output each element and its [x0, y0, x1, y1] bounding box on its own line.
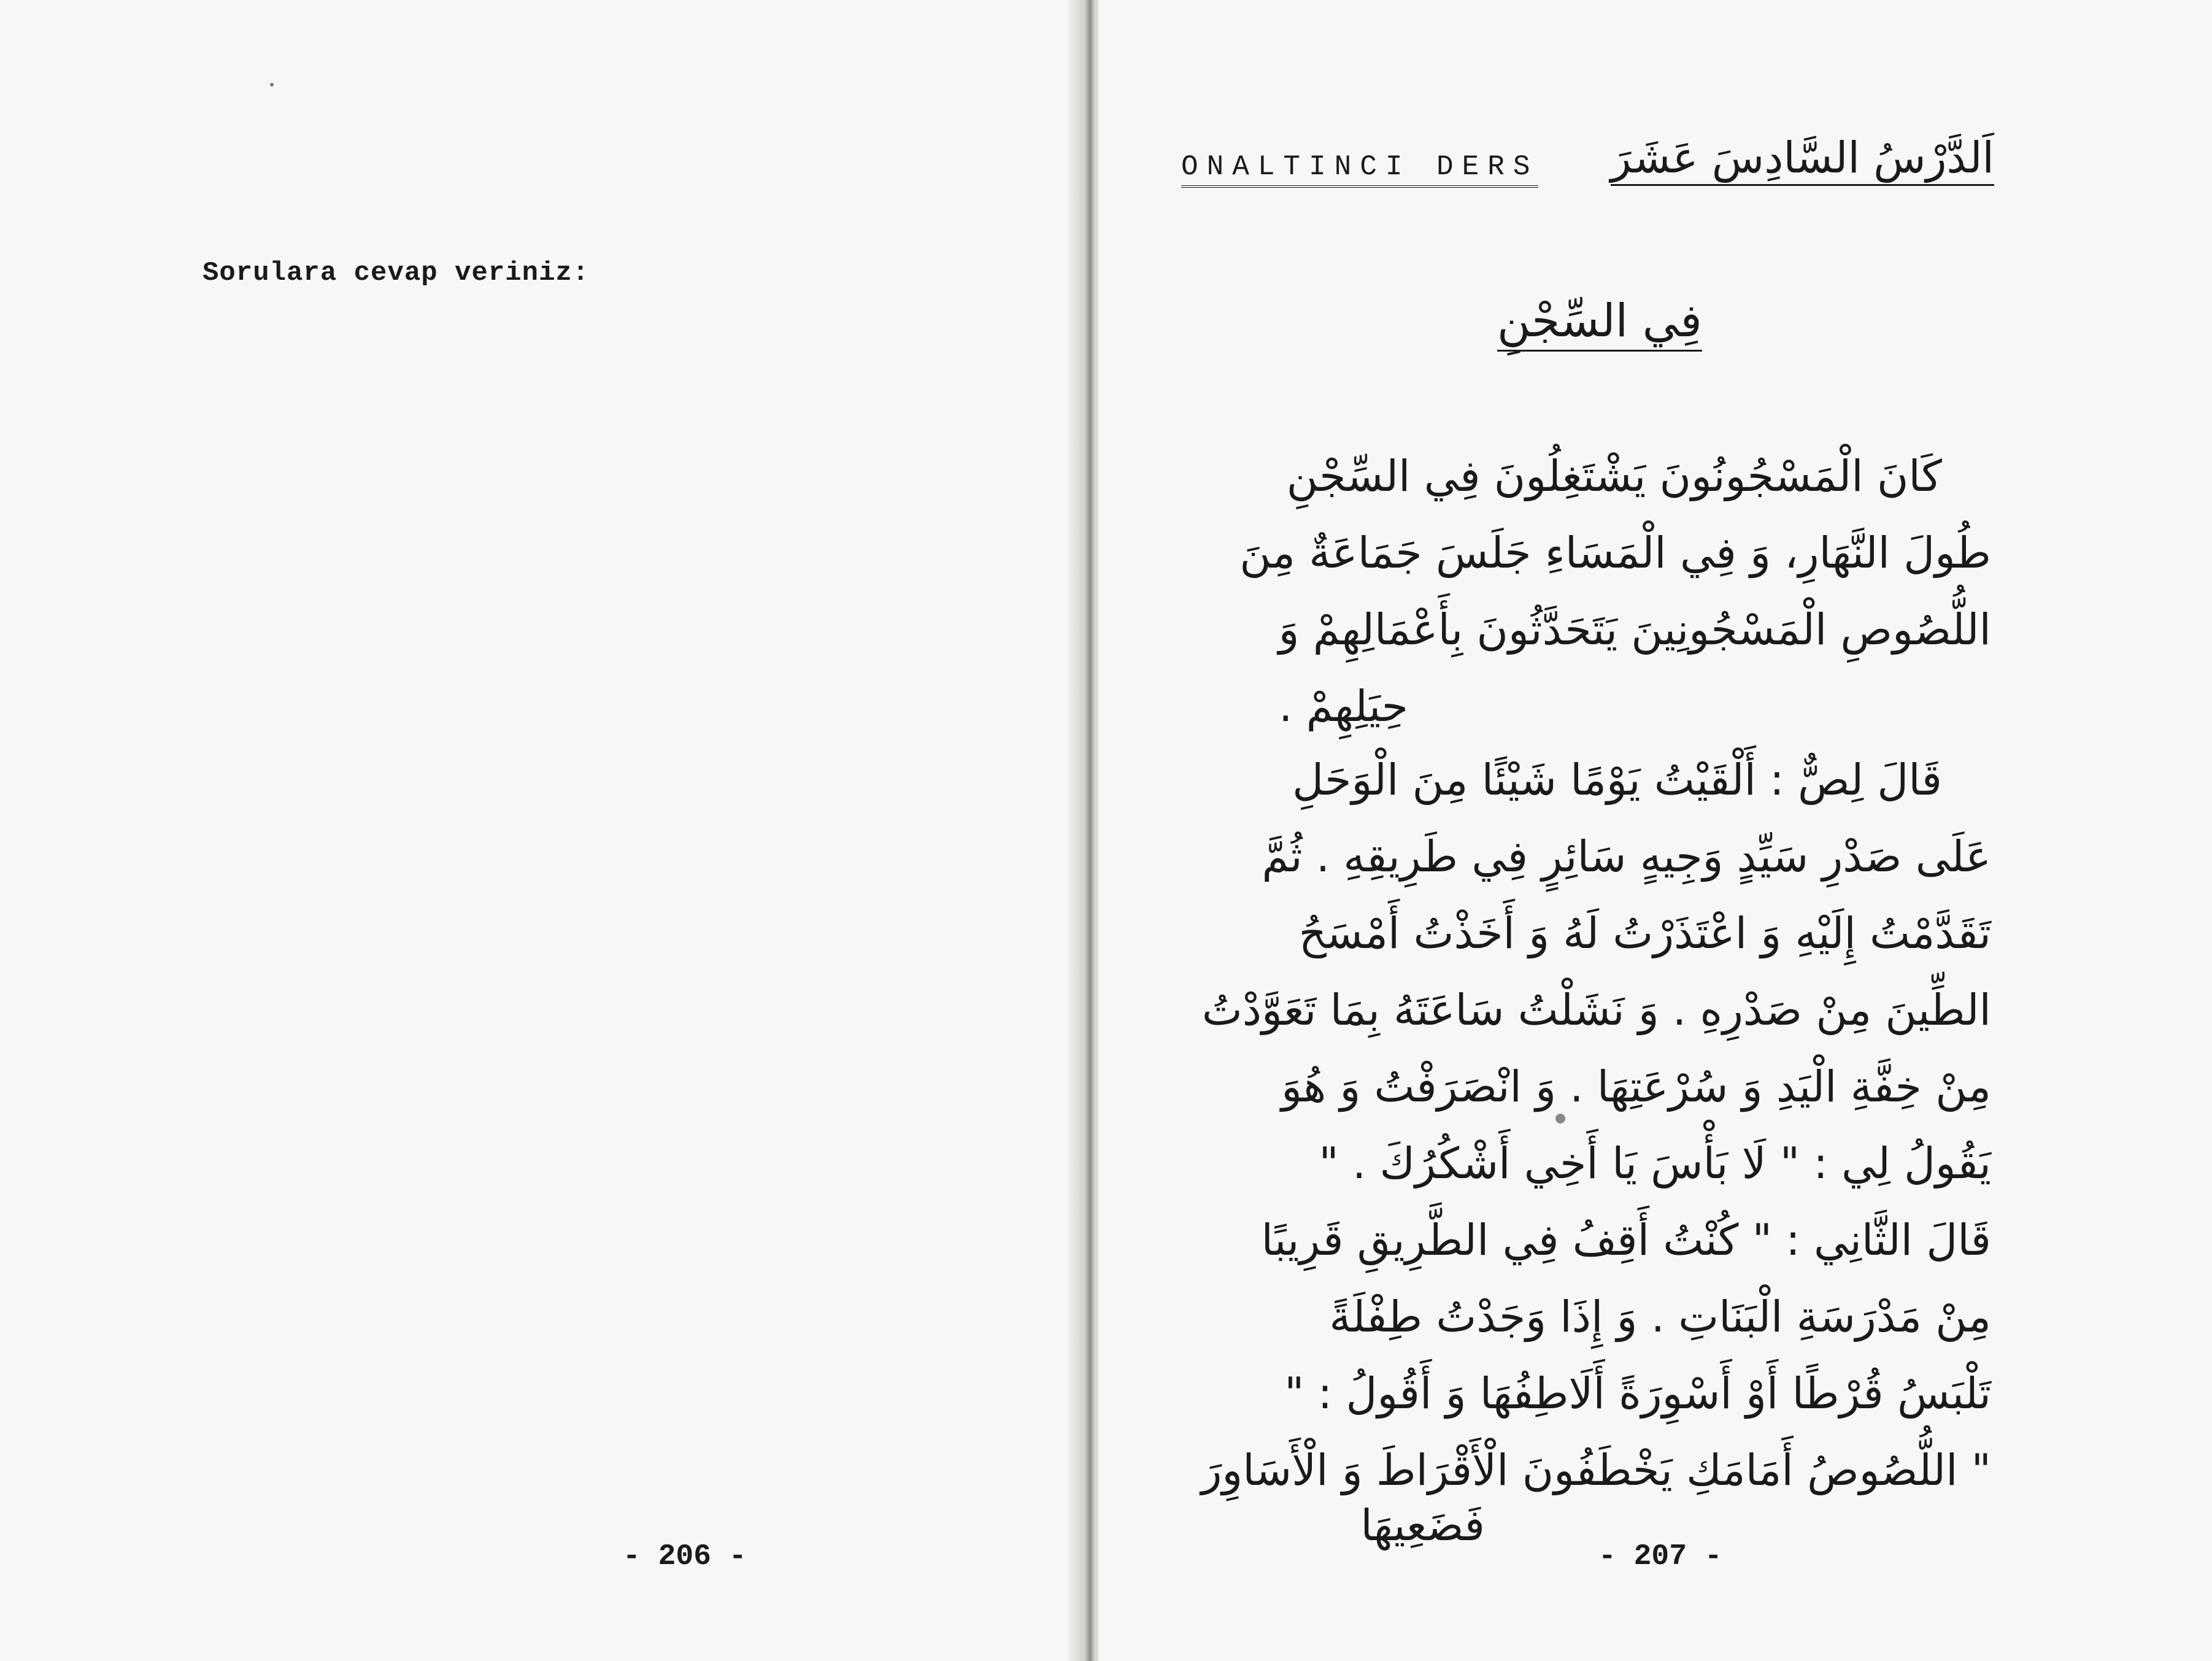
paragraph-line: تَقَدَّمْتُ إِلَيْهِ وَ اعْتَذَرْتُ لَهُ وَ أَخَذْتُ أَمْسَحُ — [1298, 908, 1991, 958]
paragraph-line: " اللُّصُوصُ أَمَامَكِ يَخْطَفُونَ الْأَقْرَاطَ وَ الْأَسَاوِرَ — [1201, 1445, 1991, 1495]
paragraph-line: طُولَ النَّهَارِ، وَ فِي الْمَسَاءِ جَلَسَ جَمَاعَةٌ مِنَ — [1239, 528, 1991, 578]
paragraph-line: الطِّينَ مِنْ صَدْرِهِ . وَ نَشَلْتُ سَاعَتَهُ بِمَا تَعَوَّدْتُ — [1201, 985, 1991, 1035]
exercise-heading: Sorulara cevap veriniz: — [202, 258, 590, 288]
story-title: فِي السِّجْنِ — [1497, 295, 1702, 352]
paragraph-line: عَلَى صَدْرِ سَيِّدٍ وَجِيهٍ سَائِرٍ فِي طَرِيقِهِ . ثُمَّ — [1262, 831, 1991, 882]
paragraph-line: قَالَ الثَّانِي : " كُنْتُ أَقِفُ فِي الطَّرِيقِ قَرِيبًا — [1261, 1215, 1991, 1265]
paragraph-line: كَانَ الْمَسْجُونُونَ يَشْتَغِلُونَ فِي السِّجْنِ — [1286, 451, 1942, 501]
paragraph-line: يَقُولُ لِي : " لَا بَأْسَ يَا أَخِي أَشْكُرُكَ . " — [1319, 1138, 1991, 1189]
paragraph-line: تَلْبَسُ قُرْطًا أَوْ أَسْوِرَةً أَلَاطِفُهَا وَ أَقُولُ : " — [1284, 1368, 1991, 1419]
lesson-title-latin: ONALTINCI DERS — [1181, 151, 1538, 188]
left-page — [0, 0, 1080, 1661]
paragraph-line: حِيَلِهِمْ . — [1279, 681, 1408, 731]
paragraph-line: اللُّصُوصِ الْمَسْجُونِينَ يَتَحَدَّثُونَ بِأَعْمَالِهِمْ وَ — [1278, 604, 1991, 655]
page-number: - 207 - — [1598, 1540, 1722, 1573]
paper-speck — [1555, 1114, 1565, 1123]
paragraph-line: قَالَ لِصٌّ : أَلْقَيْتُ يَوْمًا شَيْئًا مِنَ الْوَحَلِ — [1292, 755, 1942, 805]
paper-speck — [270, 83, 274, 87]
paragraph-line: مِنْ مَدْرَسَةِ الْبَنَاتِ . وَ إِذَا وَجَدْتُ طِفْلَةً — [1329, 1292, 1991, 1342]
page-number: - 206 - — [623, 1540, 747, 1573]
paragraph-line: مِنْ خِفَّةِ الْيَدِ وَ سُرْعَتِهَا . وَ انْصَرَفْتُ وَ هُوَ — [1281, 1062, 1991, 1112]
lesson-title-arabic: اَلدَّرْسُ السَّادِسَ عَشَرَ — [1611, 133, 1994, 186]
paragraph-line: فَضَعِيهَا — [1360, 1500, 1485, 1551]
